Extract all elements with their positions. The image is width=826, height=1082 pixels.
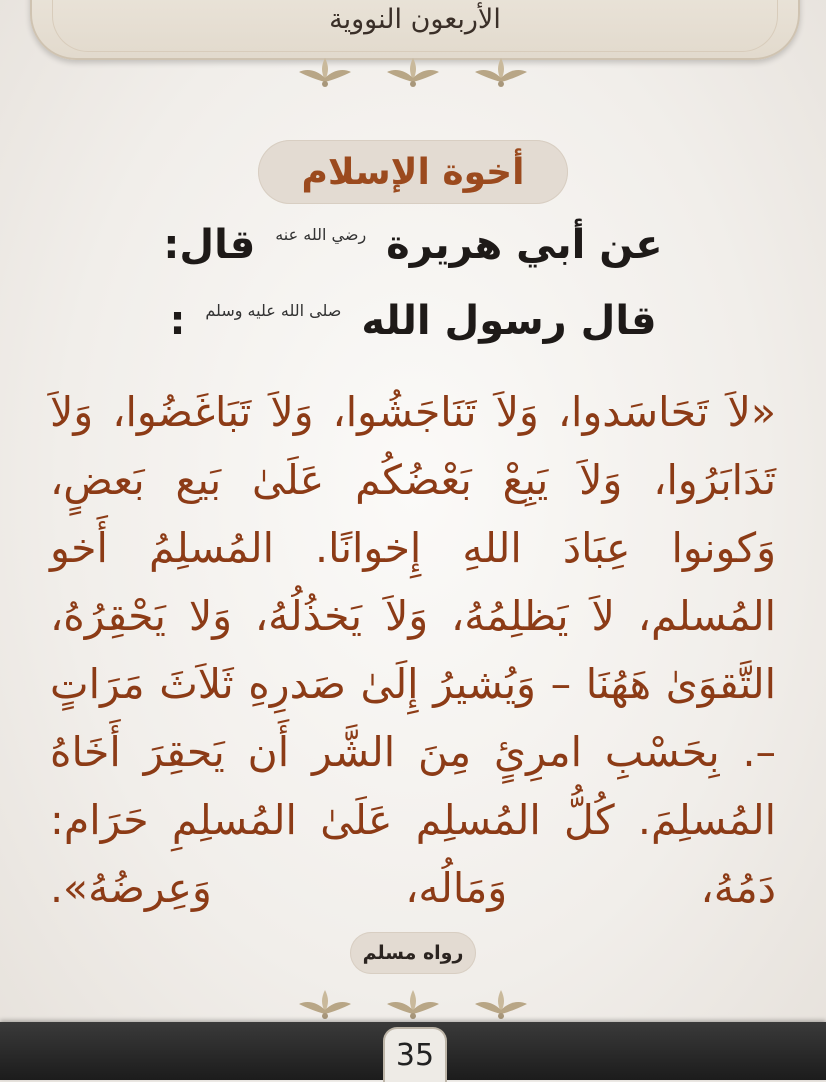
prophet-intro: قال رسول الله bbox=[361, 298, 657, 344]
hadith-text: «لاَ تَحَاسَدوا، وَلاَ تَنَاجَشُوا، وَلاَ تَبَاغَضُوا، وَلاَ تَدَابَرُوا، وَلاَ يَبِعْ بَعْضُكُم عَلَىٰ بَيع بَعضٍ، وَكونوا عِبَادَ اللهِ إِخوانًا. المُسلِمُ أَخو المُسلم، لاَ يَظلِمُهُ، وَلاَ يَخذُلُهُ، وَلا يَحْقِرُهُ، التَّقوَىٰ هَهُنَا – وَيُشيرُ إِلَىٰ صَدرِهِ ثَلاَثَ مَرَاتٍ –. بِحَسْبِ امرِئٍ مِنَ الشَّر أَن يَحقِرَ أَخَاهُ المُسلِمَ. كُلُّ المُسلِم عَلَىٰ المُسلِمِ حَرَام: دَمُهُ، وَمَالُه، وَعِرضُهُ». bbox=[50, 388, 776, 912]
source-label: رواه مسلم bbox=[362, 942, 464, 964]
floral-ornament-icon bbox=[383, 986, 443, 1020]
page-number-tab bbox=[383, 1027, 447, 1082]
honorific-salallahu-alayhi-wasallam: صلى الله عليه وسلم bbox=[205, 301, 342, 320]
book-title: الأربعون النووية bbox=[329, 4, 501, 35]
narrator-line-2 bbox=[0, 298, 826, 344]
source-pill bbox=[350, 932, 476, 974]
floral-ornament-icon bbox=[295, 986, 355, 1020]
narrator-line-1 bbox=[0, 222, 826, 268]
page-number: 35 bbox=[395, 1038, 435, 1073]
header-banner bbox=[30, 0, 800, 60]
floral-ornament-icon bbox=[295, 54, 355, 88]
section-title-pill bbox=[258, 140, 568, 204]
prophet-colon: : bbox=[169, 298, 186, 344]
floral-ornament-icon bbox=[471, 54, 531, 88]
honorific-radiallah-anhu: رضي الله عنه bbox=[275, 225, 367, 244]
section-title: أخوة الإسلام bbox=[301, 151, 525, 193]
top-ornaments bbox=[0, 54, 826, 88]
floral-ornament-icon bbox=[383, 54, 443, 88]
narrator-intro: عن أبي هريرة bbox=[386, 222, 663, 268]
floral-ornament-icon bbox=[471, 986, 531, 1020]
bottom-ornaments bbox=[0, 986, 826, 1020]
narrator-said: قال: bbox=[163, 222, 256, 268]
